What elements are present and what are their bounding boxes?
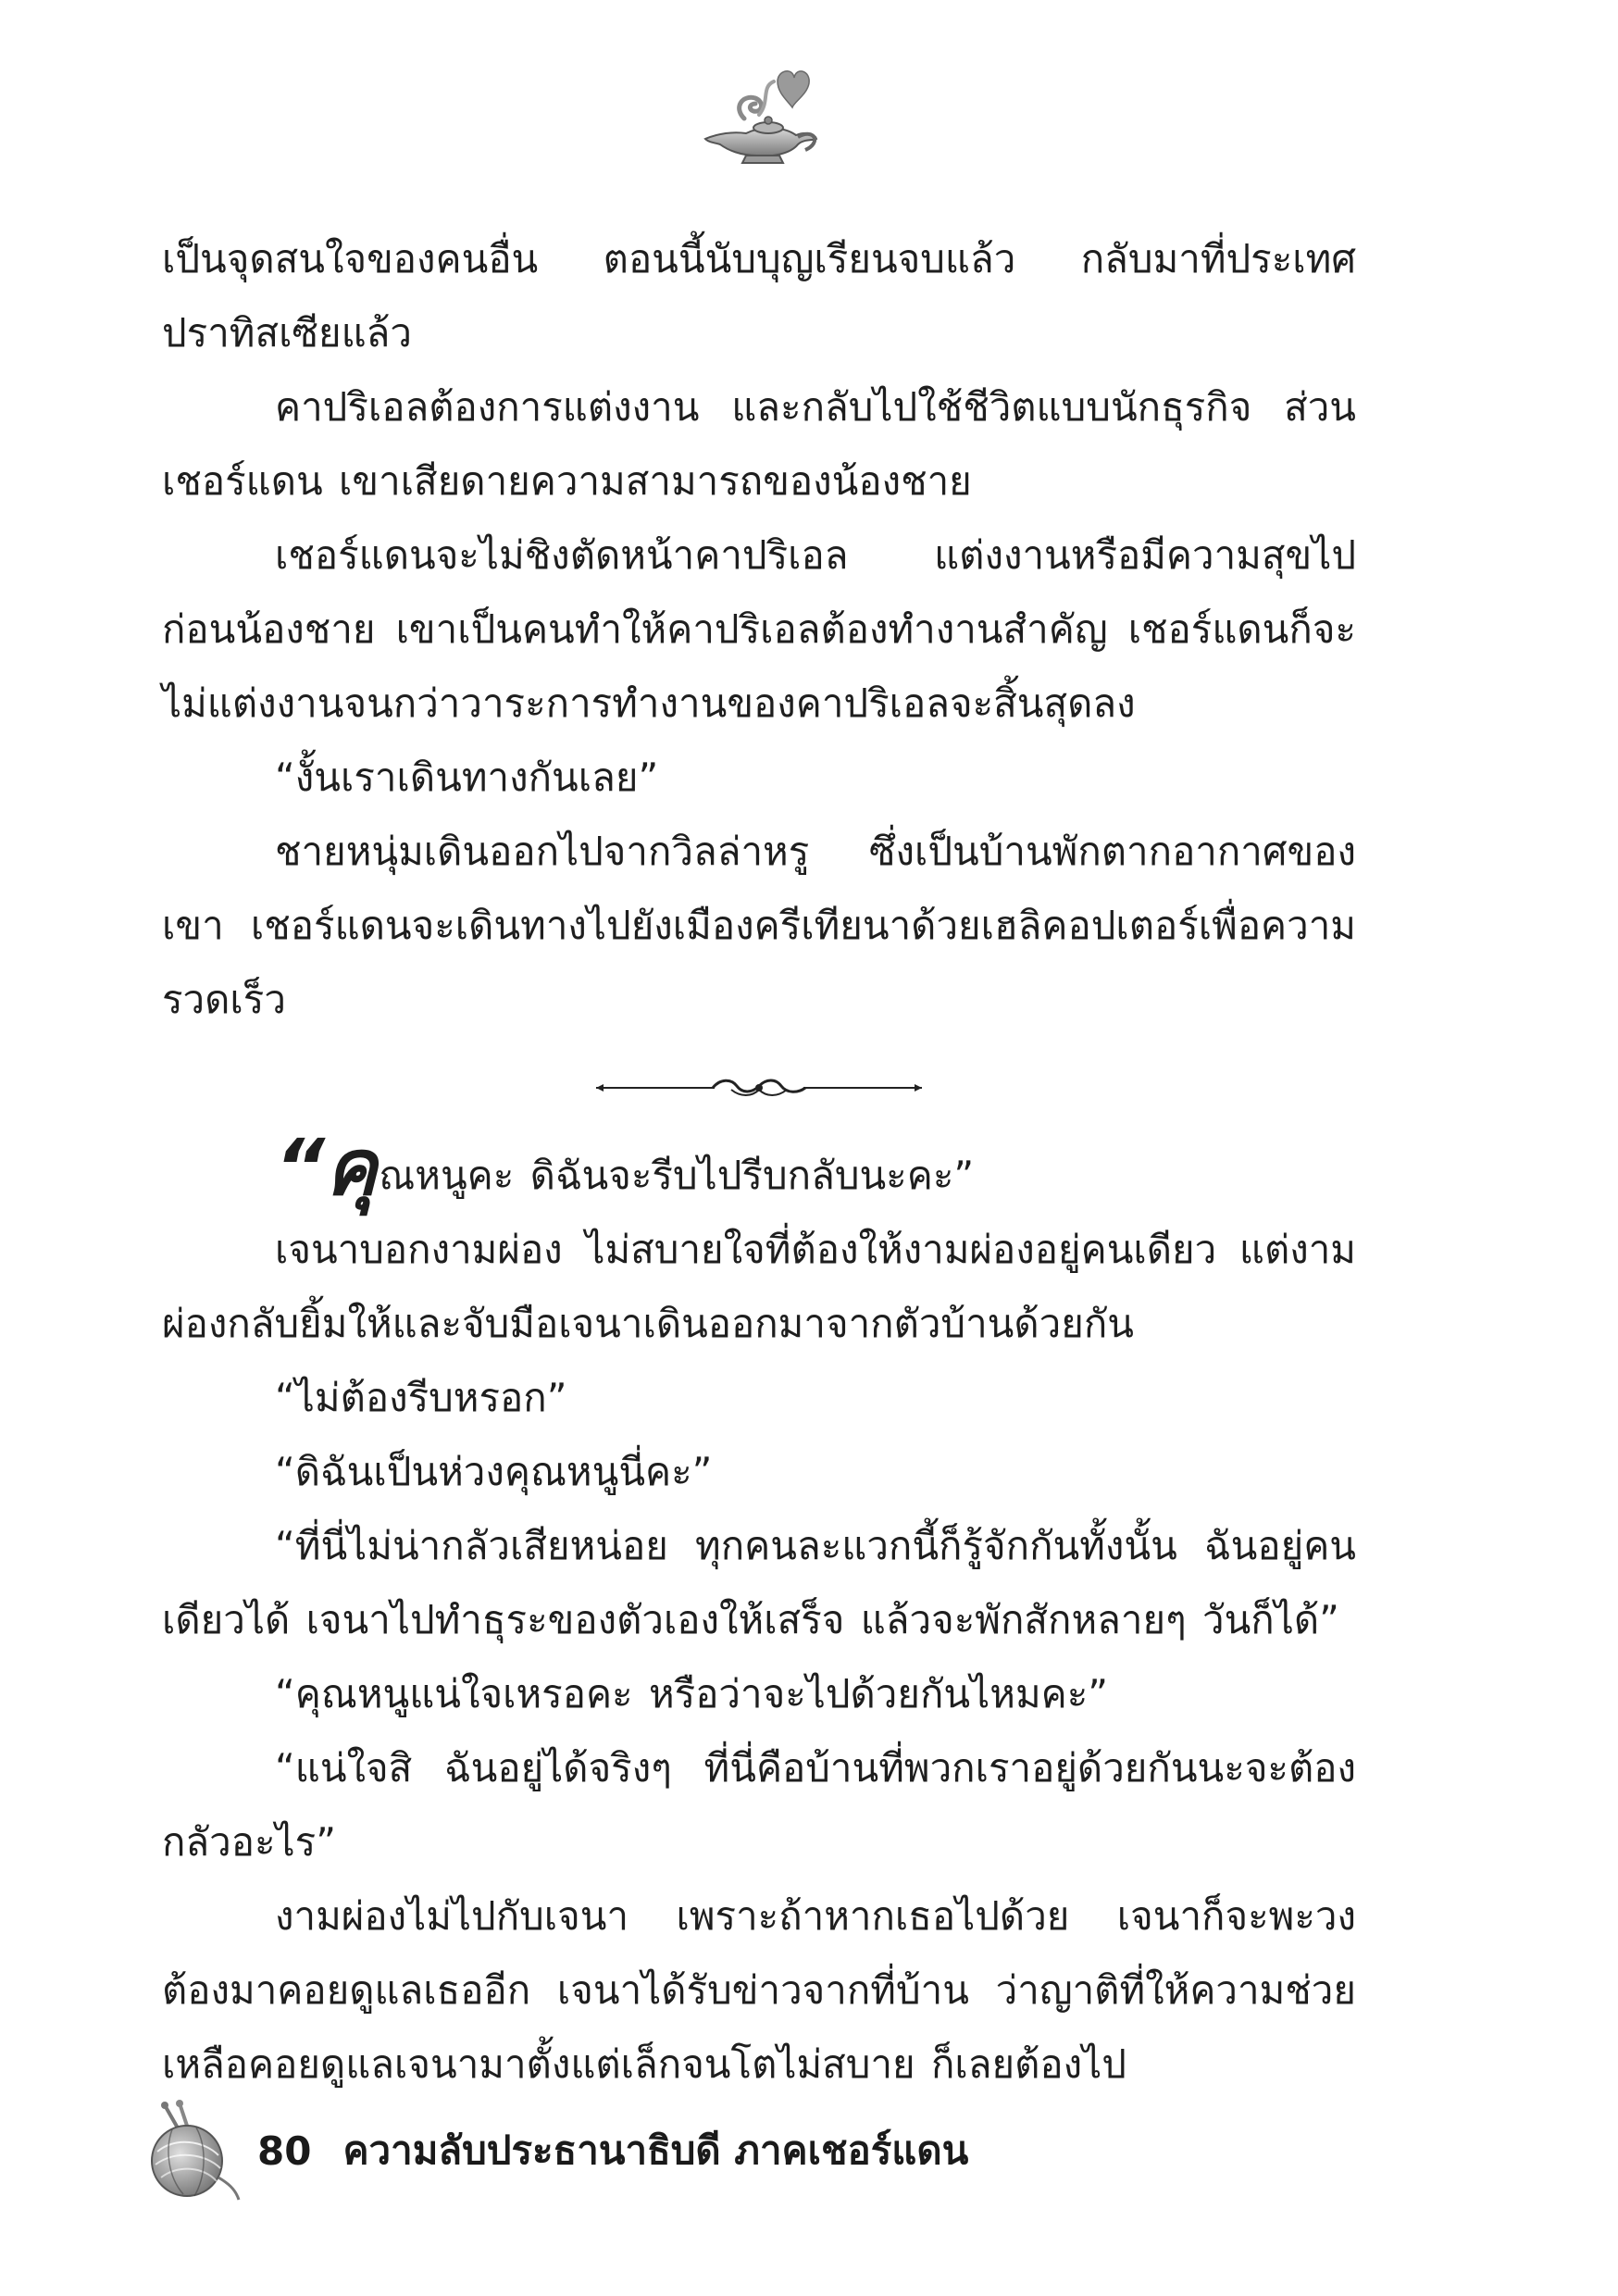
paragraph: เชอร์แดนจะไม่ชิงตัดหน้าคาปริเอล แต่งงานหรือมีความสุขไปก่อนน้องชาย เขาเป็นคนทำให้คาปริเอลต้องทำงานสำคัญ เชอร์แดนก็จะไม่แต่งงานจนกว่าวาระการทำงานของคาปริเอลจะสิ้นสุดลง	[162, 532, 1356, 726]
paragraph: ชายหนุ่มเดินออกไปจากวิลล่าหรู ซึ่งเป็นบ้านพักตากอากาศของเขา เชอร์แดนจะเดินทางไปยังเมืองครีเทียนาด้วยเฮลิคอปเตอร์เพื่อความรวดเร็ว	[162, 829, 1356, 1022]
page-number: 80	[257, 2128, 312, 2174]
paragraph: คาปริเอลต้องการแต่งงาน และกลับไปใช้ชีวิตแบบนักธุรกิจ ส่วนเชอร์แดน เขาเสียดายความสามารถของน้องชาย	[162, 384, 1356, 504]
running-title: ความลับประธานาธิบดี ภาคเชอร์แดน	[342, 2128, 969, 2173]
paragraph: งามผ่องไม่ไปกับเจนา เพราะถ้าหากเธอไปด้วย เจนาก็จะพะวงต้องมาคอยดูแลเธออีก เจนาได้รับข่าวจากที่บ้าน ว่าญาติที่ให้ความช่วยเหลือคอยดูแลเจนามาตั้งแต่เล็กจนโตไม่สบาย ก็เลยต้องไป	[162, 1893, 1356, 2087]
opening-text: ณหนูคะ ดิฉันจะรีบไปรีบกลับนะคะ”	[379, 1153, 975, 1198]
page-footer	[139, 2100, 1250, 2202]
paragraph: เจนาบอกงามผ่อง ไม่สบายใจที่ต้องให้งามผ่องอยู่คนเดียว แต่งามผ่องกลับยิ้มให้และจับมือเจนาเดินออกมาจากตัวบ้านด้วยกัน	[162, 1227, 1356, 1346]
drop-cap: “คุ	[275, 1122, 378, 1213]
lamp-with-heart-ornament-icon	[687, 54, 826, 174]
paragraph: “คุณหนูแน่ใจเหรอคะ หรือว่าจะไปด้วยกันไหมคะ”	[275, 1671, 1109, 1716]
paragraph: “ไม่ต้องรีบหรอก”	[275, 1375, 567, 1420]
paragraph: “แน่ใจสิ ฉันอยู่ได้จริงๆ ที่นี่คือบ้านที่พวกเราอยู่ด้วยกันนะจะต้องกลัวอะไร”	[162, 1745, 1356, 1865]
paragraph: “ที่นี่ไม่น่ากลัวเสียหน่อย ทุกคนละแวกนี้ก็รู้จักกันทั้งนั้น ฉันอยู่คนเดียวได้ เจนาไปทำธุระของตัวเองให้เสร็จ แล้วจะพักสักหลายๆ วันก็ได้”	[162, 1523, 1356, 1642]
paragraph: “ดิฉันเป็นห่วงคุณหนูนี่คะ”	[275, 1449, 713, 1494]
paragraph-opening	[162, 1122, 1356, 1213]
paragraph: “งั้นเราเดินทางกันเลย”	[275, 755, 659, 800]
paragraph: เป็นจุดสนใจของคนอื่น ตอนนี้นับบุญเรียนจบแล้ว กลับมาที่ประเทศปราทิสเซียแล้ว	[162, 236, 1356, 356]
page-body	[162, 222, 1356, 2102]
yarn-ball-icon	[139, 2100, 241, 2202]
